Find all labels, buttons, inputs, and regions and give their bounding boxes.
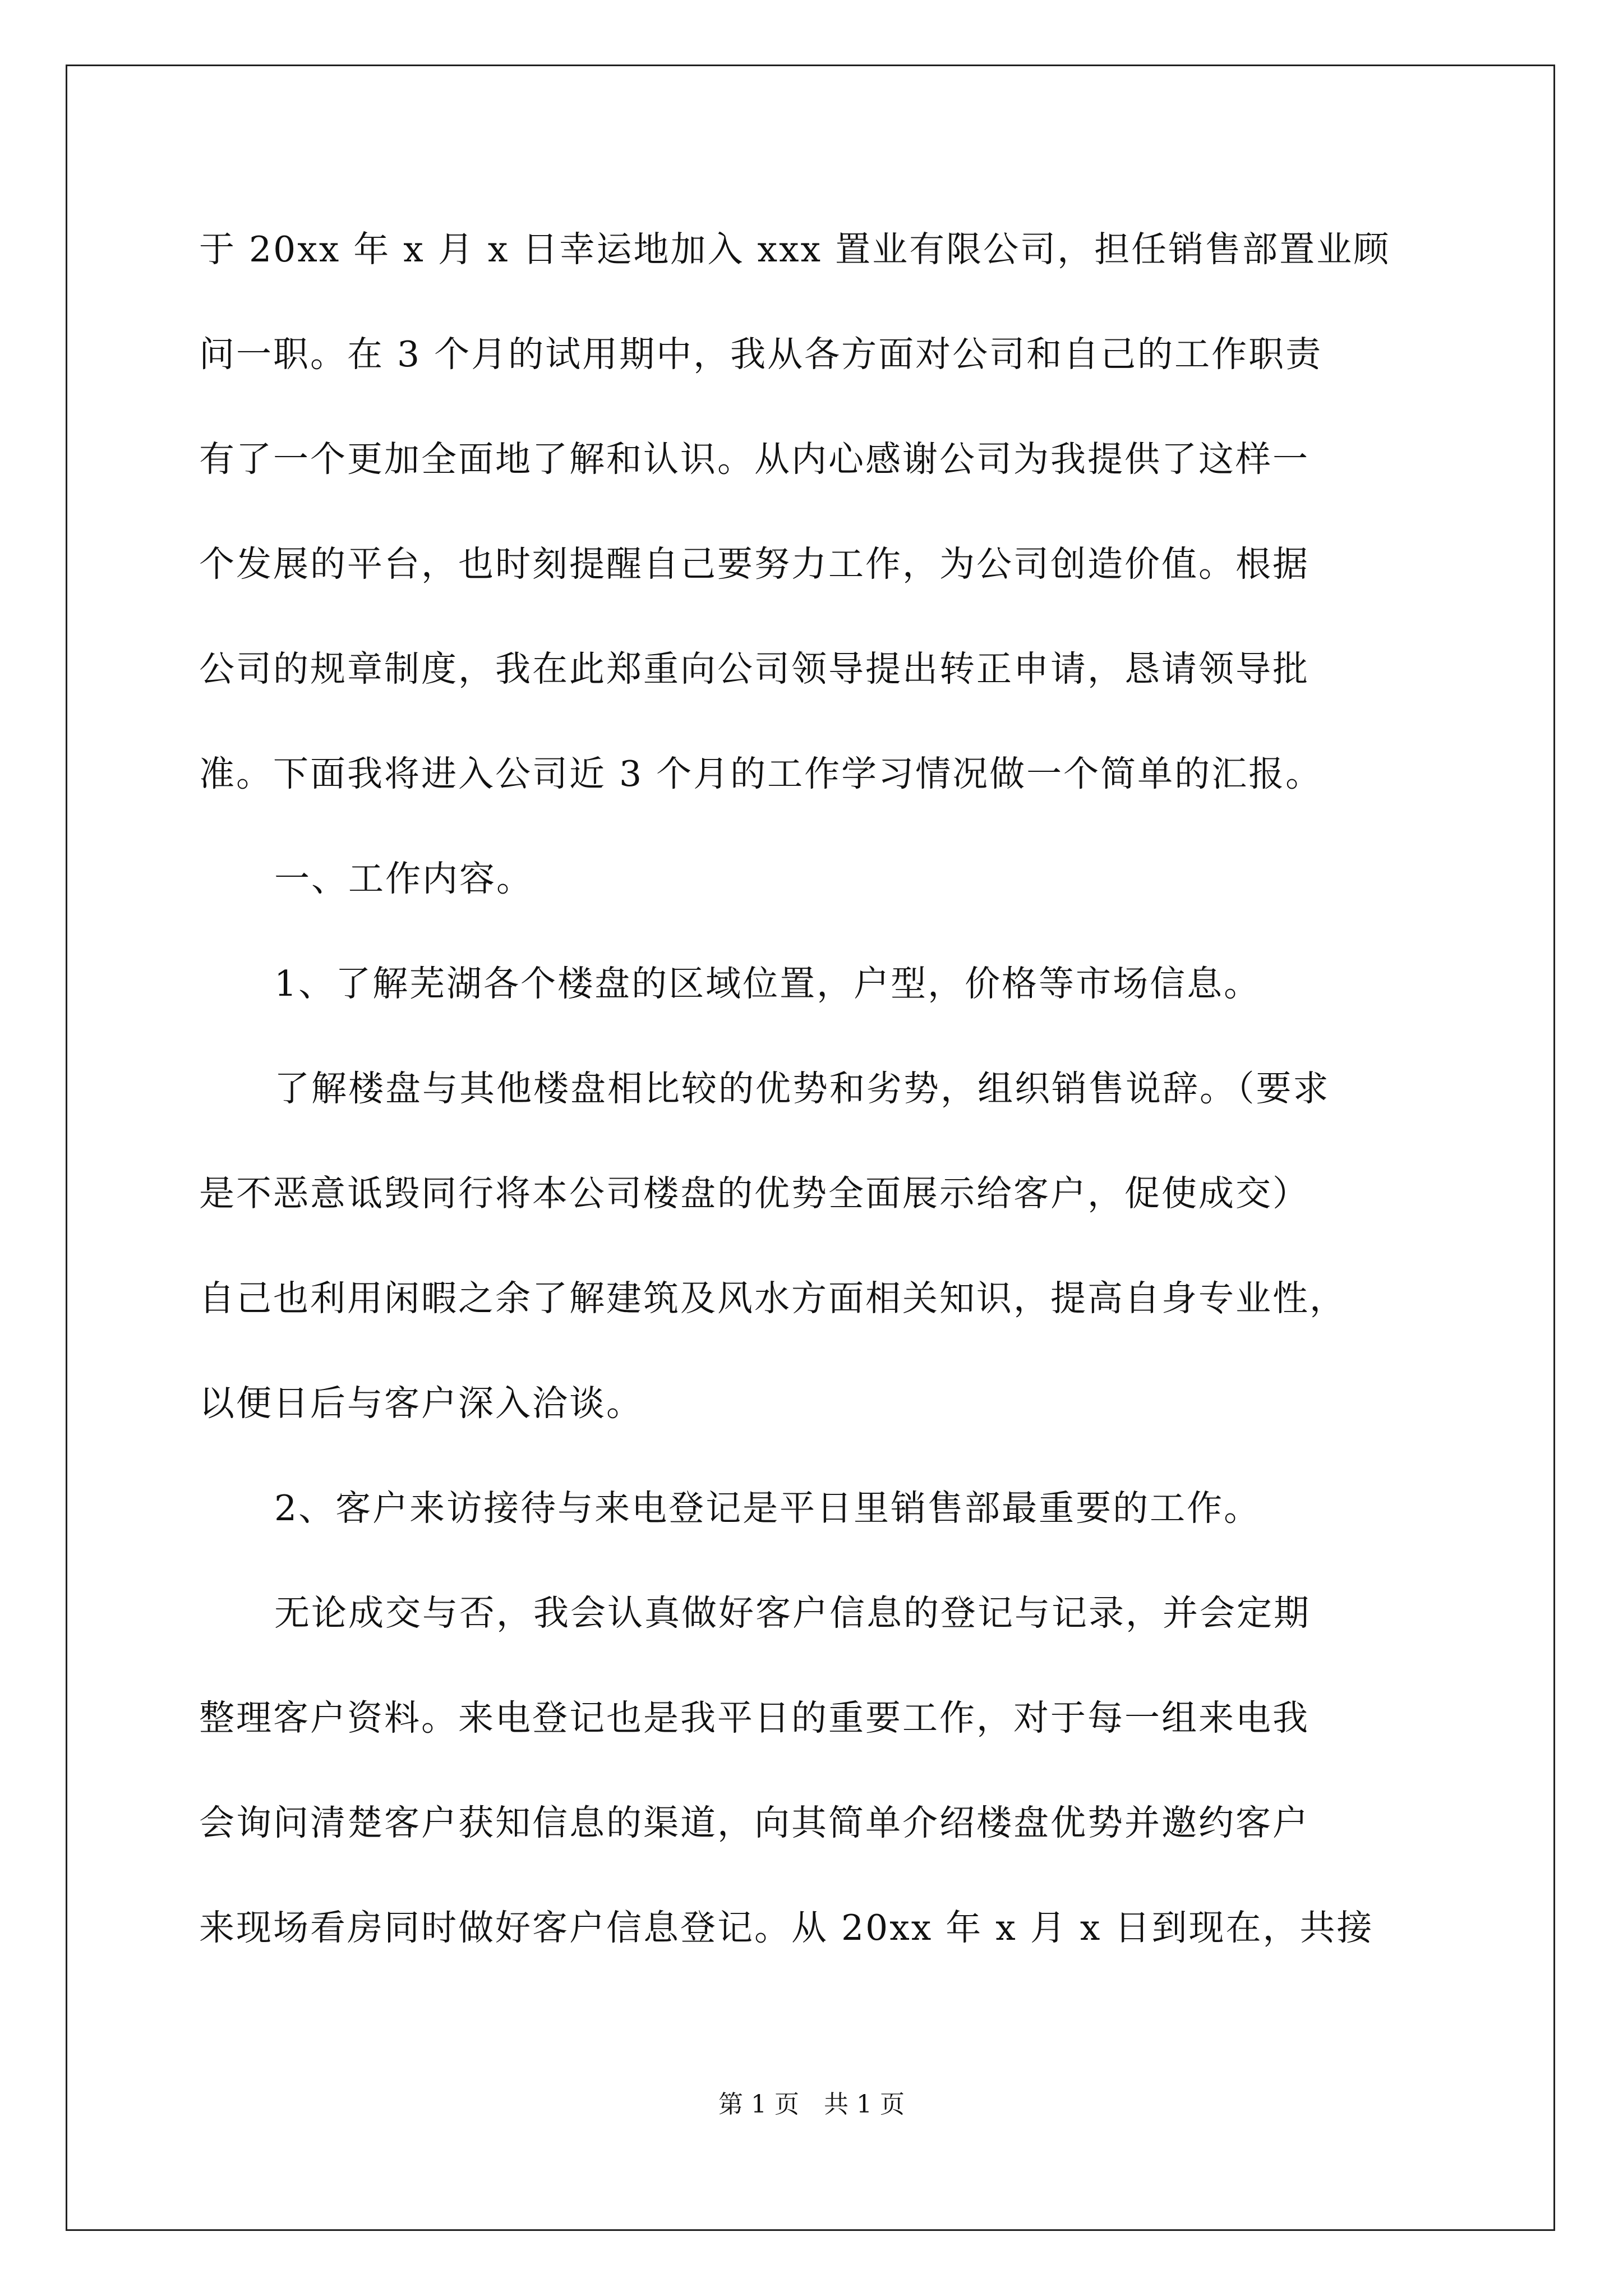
text-line: 公司的规章制度，我在此郑重向公司领导提出转正申请，恳请领导批 [199, 648, 1310, 689]
text-line: 个发展的平台，也时刻提醒自己要努力工作，为公司创造价值。根据 [199, 544, 1310, 585]
text-line: 有了一个更加全面地了解和认识。从内心感谢公司为我提供了这样一 [199, 439, 1310, 480]
text-line: 于 20xx 年 x 月 x 日幸运地加入 xxx 置业有限公司，担任销售部置业顾 [199, 229, 1391, 270]
text-line: 问一职。在 3 个月的试用期中，我从各方面对公司和自己的工作职责 [199, 334, 1323, 375]
text-line: 会询问清楚客户获知信息的渠道，向其简单介绍楼盘优势并邀约客户 [199, 1802, 1310, 1843]
list-item-heading: 2、客户来访接待与来电登记是平日里销售部最重要的工作。 [274, 1488, 1261, 1529]
text-line: 无论成交与否，我会认真做好客户信息的登记与记录，并会定期 [274, 1593, 1311, 1634]
text-line: 整理客户资料。来电登记也是我平日的重要工作，对于每一组来电我 [199, 1697, 1310, 1738]
text-line: 是不恶意诋毁同行将本公司楼盘的优势全面展示给客户，促使成交） [199, 1173, 1310, 1214]
section-heading: 一、工作内容。 [274, 858, 533, 899]
text-line: 准。下面我将进入公司近 3 个月的工作学习情况做一个简单的汇报。 [199, 753, 1323, 794]
page-footer: 第 1 页 共 1 页 [718, 2090, 905, 2119]
text-line: 自己也利用闲暇之余了解建筑及风水方面相关知识，提高自身专业性， [199, 1278, 1347, 1319]
list-item-heading: 1、了解芜湖各个楼盘的区域位置，户型，价格等市场信息。 [274, 963, 1261, 1004]
document-body [199, 222, 1433, 2005]
text-line: 了解楼盘与其他楼盘相比较的优势和劣势，组织销售说辞。（要求 [274, 1068, 1330, 1109]
text-line: 以便日后与客户深入洽谈。 [199, 1383, 643, 1424]
text-line: 来现场看房同时做好客户信息登记。从 20xx 年 x 月 x 日到现在，共接 [199, 1907, 1374, 1948]
